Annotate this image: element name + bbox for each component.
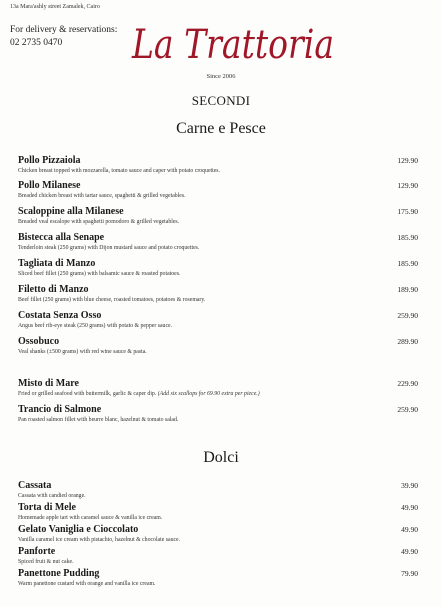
item-description-text: Fried or grilled seafood with buttermilk, garlic & caper dip. bbox=[18, 391, 157, 397]
menu-item bbox=[18, 258, 418, 279]
restaurant-logo bbox=[128, 12, 338, 74]
item-price: 185.90 bbox=[397, 259, 418, 268]
item-name: Pollo Pizzaiola bbox=[18, 155, 81, 166]
item-description: Warm panettone custard with orange and vanilla ice cream. bbox=[18, 581, 156, 587]
item-price: 49.90 bbox=[401, 525, 418, 534]
item-price: 259.90 bbox=[397, 311, 418, 320]
item-description: Veal shanks (±500 grams) with red wine sauce & pasta. bbox=[18, 349, 147, 355]
delivery-info bbox=[10, 24, 117, 50]
subsection-title-carne-e-pesce: Carne e Pesce bbox=[176, 120, 266, 137]
menu-item bbox=[18, 524, 418, 545]
item-description: Beef fillet (250 grams) with blue cheese, roasted tomatoes, potatoes & rosemary. bbox=[18, 297, 206, 303]
menu-item bbox=[18, 568, 418, 589]
item-description: Pan roasted salmon fillet with beurre blanc, hazelnut & tomato salad. bbox=[18, 417, 179, 423]
item-note: (Add six scallops for 69.90 extra per piece.) bbox=[157, 391, 260, 397]
menu-item bbox=[18, 336, 418, 357]
item-description: Vanilla caramel ice cream with pistachio, hazelnut & chocolate sauce. bbox=[18, 537, 181, 543]
since-year: Since 2006 bbox=[206, 73, 236, 80]
item-name: Misto di Mare bbox=[18, 378, 79, 389]
item-name: Filetto di Manzo bbox=[18, 284, 89, 295]
item-price: 49.90 bbox=[401, 547, 418, 556]
item-name: Panettone Pudding bbox=[18, 568, 100, 579]
menu-item bbox=[18, 378, 418, 399]
item-price: 259.90 bbox=[397, 405, 418, 414]
item-price: 129.90 bbox=[397, 156, 418, 165]
item-name: Gelato Vaniglia e Cioccolato bbox=[18, 524, 139, 535]
item-description bbox=[18, 390, 418, 399]
phone-number: 02 2735 0470 bbox=[10, 38, 63, 48]
item-price: 39.90 bbox=[401, 481, 418, 490]
item-price: 129.90 bbox=[397, 181, 418, 190]
menu-item bbox=[18, 155, 418, 176]
menu-item bbox=[18, 502, 418, 523]
item-name: Trancio di Salmone bbox=[18, 404, 102, 415]
menu-item bbox=[18, 206, 418, 227]
item-price: 49.90 bbox=[401, 503, 418, 512]
item-description: Homemade apple tart with caramel sauce & vanilla ice cream. bbox=[18, 515, 163, 521]
item-description: Sliced beef fillet (250 grams) with balsamic sauce & roasted potatoes. bbox=[18, 271, 181, 277]
logo-script-text bbox=[128, 12, 338, 74]
menu-item bbox=[18, 180, 418, 201]
item-description: Tenderloin steak (250 grams) with Dijon mustard sauce and potato croquettes. bbox=[18, 245, 200, 251]
item-name: Costata Senza Osso bbox=[18, 310, 102, 321]
item-description: Breaded veal escalope with spaghetti pomodoro & grilled vegetables. bbox=[18, 219, 180, 225]
menu-item bbox=[18, 480, 418, 501]
menu-item bbox=[18, 546, 418, 567]
section-title-secondi: SECONDI bbox=[191, 93, 251, 108]
item-name: Panforte bbox=[18, 546, 56, 557]
item-name: Torta di Mele bbox=[18, 502, 76, 513]
item-price: 175.90 bbox=[397, 207, 418, 216]
item-name: Ossobuco bbox=[18, 336, 60, 347]
menu-item bbox=[18, 310, 418, 331]
item-price: 289.90 bbox=[397, 337, 418, 346]
menu-item bbox=[18, 284, 418, 305]
item-name: Bistecca alla Senape bbox=[18, 232, 105, 243]
item-price: 229.90 bbox=[397, 379, 418, 388]
svg-text:La Trattoria: La Trattoria bbox=[131, 22, 334, 68]
item-description: Spiced fruit & nut cake. bbox=[18, 559, 74, 565]
restaurant-address: 13a Mara'ashly street Zamalek, Cairo bbox=[10, 4, 100, 10]
section-title-dolci: Dolci bbox=[203, 449, 239, 466]
item-price: 189.90 bbox=[397, 285, 418, 294]
item-price: 185.90 bbox=[397, 233, 418, 242]
item-price: 79.90 bbox=[401, 569, 418, 578]
item-description: Cassata with candied orange. bbox=[18, 493, 86, 499]
menu-item bbox=[18, 232, 418, 253]
item-name: Tagliata di Manzo bbox=[18, 258, 96, 269]
item-description: Breaded chicken breast with tartar sauce, spaghetti & grilled vegetables. bbox=[18, 193, 186, 199]
delivery-label: For delivery & reservations: bbox=[10, 25, 118, 35]
item-name: Cassata bbox=[18, 480, 52, 491]
item-name: Scaloppine alla Milanese bbox=[18, 206, 124, 217]
item-name: Pollo Milanese bbox=[18, 180, 81, 191]
item-description: Angus beef rib-eye steak (250 grams) with potato & pepper sauce. bbox=[18, 323, 173, 329]
item-description: Chicken breast topped with mozzarella, tomato sauce and caper with potato croquettes. bbox=[18, 168, 221, 174]
menu-item bbox=[18, 404, 418, 425]
